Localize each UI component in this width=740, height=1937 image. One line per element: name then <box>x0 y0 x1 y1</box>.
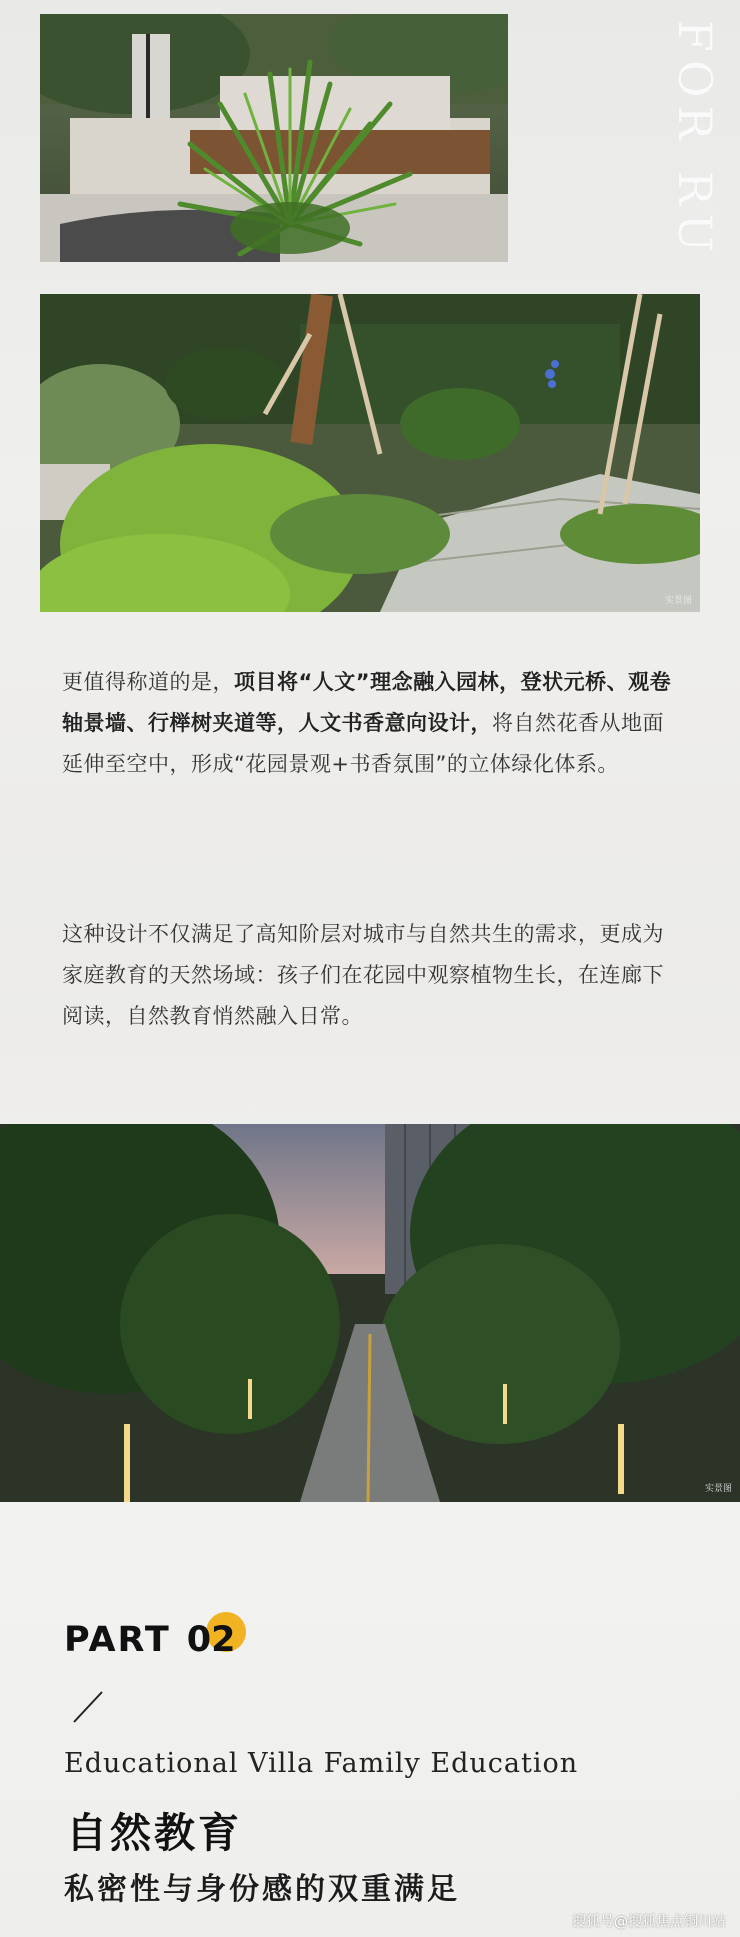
english-title: Educational Villa Family Education <box>64 1748 579 1779</box>
paragraph-1-conclusion: 将自然花香从地面延伸至空中，形成“花园景观+书香氛围”的立体绿化体系。 <box>62 711 664 776</box>
paragraph-1 <box>62 662 682 785</box>
part-label: PART <box>64 1620 171 1660</box>
part-heading <box>64 1620 364 1690</box>
chinese-title: 自然教育 <box>66 1809 242 1857</box>
paragraph-1-intro: 更值得称道的是， <box>62 670 234 694</box>
photo-caption: 实景图 <box>704 1484 732 1494</box>
part-number-wrap <box>187 1620 236 1660</box>
tree-lined-walkway-photo <box>0 1124 740 1502</box>
paragraph-2: 这种设计不仅满足了高知阶层对城市与自然共生的需求，更成为家庭教育的天然场域：孩子们在花园中观察植物生长，在连廊下阅读，自然教育悄然融入日常。 <box>62 922 664 1028</box>
paragraph-1-highlight: 项目将“人文”理念融入园林，登状元桥、观卷轴景墙、行榉树夹道等，人文书香意向设计， <box>62 670 672 735</box>
slash-divider-icon <box>70 1688 106 1724</box>
chinese-subtitle: 私密性与身份感的双重满足 <box>64 1872 460 1907</box>
decorative-vertical-text: FOR RU <box>668 20 722 261</box>
source-watermark: 搜狐号@搜狐焦点铜川站 <box>572 1914 726 1930</box>
part-number: 02 <box>186 1620 236 1660</box>
garden-path-photo <box>40 294 700 612</box>
garden-photo-palm <box>40 14 508 262</box>
photo-caption: 实景图 <box>664 596 692 606</box>
